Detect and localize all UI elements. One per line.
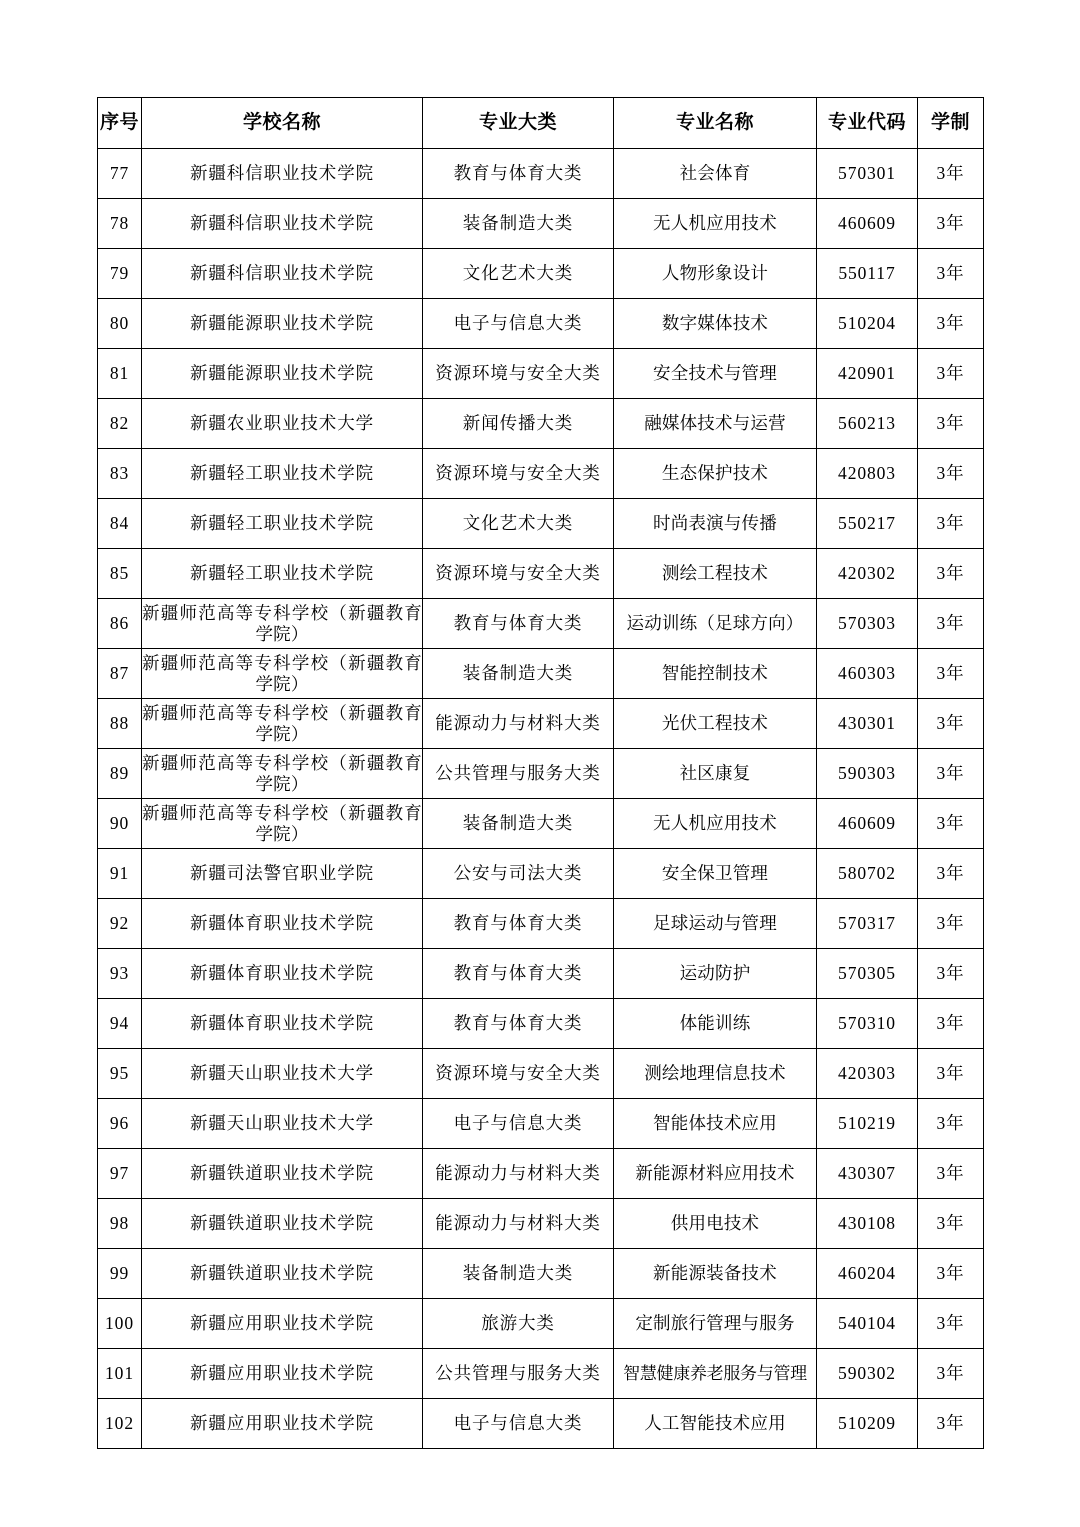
cell-major-code: 420901 xyxy=(817,349,918,399)
cell-seq: 98 xyxy=(98,1199,142,1249)
cell-school xyxy=(142,699,423,749)
cell-duration: 3年 xyxy=(918,149,984,199)
cell-seq: 91 xyxy=(98,849,142,899)
cell-duration: 3年 xyxy=(918,249,984,299)
cell-major-name xyxy=(614,1049,817,1099)
column-header-school: 学校名称 xyxy=(142,98,423,149)
cell-major-code: 430108 xyxy=(817,1199,918,1249)
major-name-text: 定制旅行管理与服务 xyxy=(635,1313,795,1334)
major-name-text: 智慧健康养老服务与管理 xyxy=(623,1363,807,1383)
school-name-text: 新疆师范高等专科学校（新疆教育学院） xyxy=(142,602,422,644)
cell-major-category: 教育与体育大类 xyxy=(423,899,614,949)
cell-major-name xyxy=(614,399,817,449)
cell-major-code: 570303 xyxy=(817,599,918,649)
cell-duration: 3年 xyxy=(918,499,984,549)
school-name-text: 新疆铁道职业技术学院 xyxy=(190,1263,374,1284)
major-name-text: 测绘工程技术 xyxy=(661,563,769,584)
table-row xyxy=(98,1149,984,1199)
cell-seq: 79 xyxy=(98,249,142,299)
cell-major-name xyxy=(614,799,817,849)
cell-major-category: 教育与体育大类 xyxy=(423,599,614,649)
cell-major-name xyxy=(614,649,817,699)
cell-major-name xyxy=(614,699,817,749)
cell-major-category: 资源环境与安全大类 xyxy=(423,449,614,499)
cell-seq: 78 xyxy=(98,199,142,249)
cell-major-name xyxy=(614,199,817,249)
column-header-seq: 序号 xyxy=(98,98,142,149)
table-header xyxy=(98,98,984,149)
school-name-text: 新疆应用职业技术学院 xyxy=(190,1313,374,1334)
cell-major-name xyxy=(614,149,817,199)
major-name-text: 新能源装备技术 xyxy=(653,1263,777,1284)
cell-major-category: 资源环境与安全大类 xyxy=(423,1049,614,1099)
cell-school xyxy=(142,1199,423,1249)
table-row xyxy=(98,1349,984,1399)
cell-duration: 3年 xyxy=(918,1299,984,1349)
cell-major-name xyxy=(614,899,817,949)
cell-major-code: 510219 xyxy=(817,1099,918,1149)
cell-seq: 85 xyxy=(98,549,142,599)
cell-major-category: 装备制造大类 xyxy=(423,799,614,849)
table-row xyxy=(98,1099,984,1149)
table-row xyxy=(98,449,984,499)
cell-major-category: 新闻传播大类 xyxy=(423,399,614,449)
table-row xyxy=(98,849,984,899)
school-name-text: 新疆能源职业技术学院 xyxy=(190,313,374,334)
cell-major-category: 教育与体育大类 xyxy=(423,999,614,1049)
table-row xyxy=(98,299,984,349)
table-row xyxy=(98,699,984,749)
cell-major-category: 教育与体育大类 xyxy=(423,949,614,999)
cell-major-code: 540104 xyxy=(817,1299,918,1349)
major-name-text: 足球运动与管理 xyxy=(653,913,777,934)
cell-major-category: 教育与体育大类 xyxy=(423,149,614,199)
cell-duration: 3年 xyxy=(918,799,984,849)
cell-school xyxy=(142,299,423,349)
cell-seq: 81 xyxy=(98,349,142,399)
major-name-text: 融媒体技术与运营 xyxy=(644,413,786,434)
cell-major-name xyxy=(614,549,817,599)
table-row xyxy=(98,349,984,399)
cell-school xyxy=(142,349,423,399)
cell-duration: 3年 xyxy=(918,299,984,349)
school-name-text: 新疆铁道职业技术学院 xyxy=(190,1213,374,1234)
cell-major-category: 文化艺术大类 xyxy=(423,249,614,299)
cell-major-code: 430301 xyxy=(817,699,918,749)
school-name-text: 新疆体育职业技术学院 xyxy=(190,1013,374,1034)
cell-seq: 87 xyxy=(98,649,142,699)
cell-major-code: 460609 xyxy=(817,799,918,849)
cell-major-code: 460609 xyxy=(817,199,918,249)
table-row xyxy=(98,1199,984,1249)
cell-major-name xyxy=(614,1199,817,1249)
table-row xyxy=(98,1299,984,1349)
major-name-text: 测绘地理信息技术 xyxy=(644,1063,786,1084)
cell-major-name xyxy=(614,349,817,399)
school-name-text: 新疆科信职业技术学院 xyxy=(190,213,374,234)
cell-major-code: 560213 xyxy=(817,399,918,449)
table-row xyxy=(98,899,984,949)
school-name-text: 新疆体育职业技术学院 xyxy=(190,913,374,934)
table-row xyxy=(98,799,984,849)
cell-major-name xyxy=(614,949,817,999)
cell-major-category: 电子与信息大类 xyxy=(423,299,614,349)
cell-duration: 3年 xyxy=(918,1249,984,1299)
cell-major-name xyxy=(614,1299,817,1349)
cell-school xyxy=(142,1099,423,1149)
cell-seq: 90 xyxy=(98,799,142,849)
cell-duration: 3年 xyxy=(918,699,984,749)
column-header-code: 专业代码 xyxy=(817,98,918,149)
cell-major-code: 570310 xyxy=(817,999,918,1049)
cell-duration: 3年 xyxy=(918,549,984,599)
school-name-text: 新疆师范高等专科学校（新疆教育学院） xyxy=(142,802,422,844)
major-name-text: 无人机应用技术 xyxy=(653,813,777,834)
cell-major-code: 430307 xyxy=(817,1149,918,1199)
cell-school xyxy=(142,399,423,449)
cell-school xyxy=(142,999,423,1049)
major-name-text: 运动防护 xyxy=(679,963,751,984)
table-row xyxy=(98,999,984,1049)
cell-school xyxy=(142,199,423,249)
school-name-text: 新疆应用职业技术学院 xyxy=(190,1413,374,1434)
cell-major-code: 570317 xyxy=(817,899,918,949)
major-name-text: 时尚表演与传播 xyxy=(653,513,777,534)
major-name-text: 智能控制技术 xyxy=(661,663,769,684)
school-name-text: 新疆师范高等专科学校（新疆教育学院） xyxy=(142,752,422,794)
cell-major-category: 电子与信息大类 xyxy=(423,1399,614,1449)
cell-major-name xyxy=(614,1249,817,1299)
cell-seq: 86 xyxy=(98,599,142,649)
cell-school xyxy=(142,1049,423,1099)
cell-school xyxy=(142,499,423,549)
cell-major-category: 公安与司法大类 xyxy=(423,849,614,899)
table-row xyxy=(98,149,984,199)
table-row xyxy=(98,199,984,249)
cell-major-code: 420803 xyxy=(817,449,918,499)
cell-duration: 3年 xyxy=(918,1349,984,1399)
school-name-text: 新疆天山职业技术大学 xyxy=(190,1113,374,1134)
cell-school xyxy=(142,949,423,999)
school-name-text: 新疆体育职业技术学院 xyxy=(190,963,374,984)
cell-school xyxy=(142,1299,423,1349)
table-row xyxy=(98,599,984,649)
cell-school xyxy=(142,249,423,299)
cell-seq: 89 xyxy=(98,749,142,799)
cell-major-code: 570305 xyxy=(817,949,918,999)
major-name-text: 供用电技术 xyxy=(670,1213,760,1234)
cell-major-category: 公共管理与服务大类 xyxy=(423,1349,614,1399)
table-row xyxy=(98,649,984,699)
cell-major-category: 能源动力与材料大类 xyxy=(423,1149,614,1199)
cell-major-code: 460303 xyxy=(817,649,918,699)
cell-major-code: 580702 xyxy=(817,849,918,899)
cell-major-name xyxy=(614,249,817,299)
major-name-text: 社会体育 xyxy=(679,163,751,184)
cell-school xyxy=(142,849,423,899)
table-row xyxy=(98,399,984,449)
school-name-text: 新疆农业职业技术大学 xyxy=(190,413,374,434)
table-row xyxy=(98,949,984,999)
cell-major-category: 资源环境与安全大类 xyxy=(423,549,614,599)
school-name-text: 新疆应用职业技术学院 xyxy=(190,1363,374,1384)
cell-duration: 3年 xyxy=(918,649,984,699)
cell-major-name xyxy=(614,849,817,899)
table-row xyxy=(98,1249,984,1299)
cell-seq: 92 xyxy=(98,899,142,949)
cell-major-name xyxy=(614,599,817,649)
cell-school xyxy=(142,1149,423,1199)
school-name-text: 新疆轻工职业技术学院 xyxy=(190,463,374,484)
cell-seq: 83 xyxy=(98,449,142,499)
school-name-text: 新疆师范高等专科学校（新疆教育学院） xyxy=(142,652,422,694)
cell-seq: 100 xyxy=(98,1299,142,1349)
cell-school xyxy=(142,599,423,649)
cell-major-name xyxy=(614,1349,817,1399)
cell-seq: 80 xyxy=(98,299,142,349)
table-row xyxy=(98,1049,984,1099)
major-name-text: 无人机应用技术 xyxy=(653,213,777,234)
cell-major-code: 510209 xyxy=(817,1399,918,1449)
school-name-text: 新疆科信职业技术学院 xyxy=(190,263,374,284)
majors-table xyxy=(97,97,984,1449)
table-row xyxy=(98,549,984,599)
school-name-text: 新疆师范高等专科学校（新疆教育学院） xyxy=(142,702,422,744)
cell-school xyxy=(142,899,423,949)
major-name-text: 人物形象设计 xyxy=(661,263,769,284)
column-header-years: 学制 xyxy=(918,98,984,149)
cell-duration: 3年 xyxy=(918,349,984,399)
header-row xyxy=(98,98,984,149)
school-name-text: 新疆能源职业技术学院 xyxy=(190,363,374,384)
cell-seq: 101 xyxy=(98,1349,142,1399)
table-row xyxy=(98,1399,984,1449)
cell-seq: 95 xyxy=(98,1049,142,1099)
cell-school xyxy=(142,1349,423,1399)
cell-major-category: 资源环境与安全大类 xyxy=(423,349,614,399)
major-name-text: 体能训练 xyxy=(679,1013,751,1034)
cell-duration: 3年 xyxy=(918,1399,984,1449)
cell-major-category: 公共管理与服务大类 xyxy=(423,749,614,799)
cell-major-code: 420303 xyxy=(817,1049,918,1099)
major-name-text: 数字媒体技术 xyxy=(661,313,769,334)
major-name-text: 新能源材料应用技术 xyxy=(635,1163,795,1184)
cell-major-name xyxy=(614,1149,817,1199)
cell-major-category: 装备制造大类 xyxy=(423,649,614,699)
major-name-text: 生态保护技术 xyxy=(661,463,769,484)
school-name-text: 新疆司法警官职业学院 xyxy=(190,863,374,884)
cell-seq: 99 xyxy=(98,1249,142,1299)
cell-duration: 3年 xyxy=(918,449,984,499)
school-name-text: 新疆轻工职业技术学院 xyxy=(190,513,374,534)
cell-major-code: 570301 xyxy=(817,149,918,199)
cell-duration: 3年 xyxy=(918,899,984,949)
cell-seq: 77 xyxy=(98,149,142,199)
cell-major-code: 510204 xyxy=(817,299,918,349)
cell-major-category: 装备制造大类 xyxy=(423,199,614,249)
cell-major-name xyxy=(614,999,817,1049)
cell-duration: 3年 xyxy=(918,999,984,1049)
cell-duration: 3年 xyxy=(918,1049,984,1099)
major-name-text: 光伏工程技术 xyxy=(661,713,769,734)
cell-school xyxy=(142,449,423,499)
cell-seq: 94 xyxy=(98,999,142,1049)
cell-major-code: 550117 xyxy=(817,249,918,299)
cell-duration: 3年 xyxy=(918,1099,984,1149)
cell-major-category: 能源动力与材料大类 xyxy=(423,699,614,749)
major-name-text: 安全保卫管理 xyxy=(661,863,769,884)
cell-major-category: 能源动力与材料大类 xyxy=(423,1199,614,1249)
cell-duration: 3年 xyxy=(918,949,984,999)
column-header-name: 专业名称 xyxy=(614,98,817,149)
cell-major-name xyxy=(614,1099,817,1149)
cell-major-code: 460204 xyxy=(817,1249,918,1299)
cell-school xyxy=(142,149,423,199)
cell-major-name xyxy=(614,749,817,799)
cell-school xyxy=(142,1399,423,1449)
cell-duration: 3年 xyxy=(918,849,984,899)
school-name-text: 新疆铁道职业技术学院 xyxy=(190,1163,374,1184)
cell-seq: 97 xyxy=(98,1149,142,1199)
cell-major-name xyxy=(614,1399,817,1449)
cell-major-category: 文化艺术大类 xyxy=(423,499,614,549)
table-body xyxy=(98,149,984,1449)
cell-major-category: 电子与信息大类 xyxy=(423,1099,614,1149)
cell-major-name xyxy=(614,449,817,499)
column-header-major: 专业大类 xyxy=(423,98,614,149)
major-name-text: 人工智能技术应用 xyxy=(644,1413,786,1434)
major-name-text: 社区康复 xyxy=(679,763,751,784)
cell-seq: 96 xyxy=(98,1099,142,1149)
cell-duration: 3年 xyxy=(918,599,984,649)
major-name-text: 运动训练（足球方向） xyxy=(626,613,804,634)
cell-school xyxy=(142,549,423,599)
school-name-text: 新疆科信职业技术学院 xyxy=(190,163,374,184)
cell-seq: 93 xyxy=(98,949,142,999)
cell-seq: 82 xyxy=(98,399,142,449)
cell-major-category: 旅游大类 xyxy=(423,1299,614,1349)
cell-seq: 88 xyxy=(98,699,142,749)
cell-duration: 3年 xyxy=(918,1199,984,1249)
table-row xyxy=(98,749,984,799)
cell-school xyxy=(142,799,423,849)
cell-major-name xyxy=(614,499,817,549)
cell-duration: 3年 xyxy=(918,1149,984,1199)
major-name-text: 安全技术与管理 xyxy=(653,363,777,384)
cell-major-category: 装备制造大类 xyxy=(423,1249,614,1299)
cell-seq: 84 xyxy=(98,499,142,549)
table-row xyxy=(98,499,984,549)
cell-duration: 3年 xyxy=(918,399,984,449)
cell-duration: 3年 xyxy=(918,749,984,799)
table-container xyxy=(97,97,983,1449)
cell-seq: 102 xyxy=(98,1399,142,1449)
cell-duration: 3年 xyxy=(918,199,984,249)
cell-school xyxy=(142,1249,423,1299)
school-name-text: 新疆天山职业技术大学 xyxy=(190,1063,374,1084)
cell-school xyxy=(142,749,423,799)
cell-major-code: 590303 xyxy=(817,749,918,799)
school-name-text: 新疆轻工职业技术学院 xyxy=(190,563,374,584)
table-row xyxy=(98,249,984,299)
cell-major-code: 420302 xyxy=(817,549,918,599)
cell-school xyxy=(142,649,423,699)
cell-major-code: 590302 xyxy=(817,1349,918,1399)
cell-major-code: 550217 xyxy=(817,499,918,549)
cell-major-name xyxy=(614,299,817,349)
major-name-text: 智能体技术应用 xyxy=(653,1113,777,1134)
